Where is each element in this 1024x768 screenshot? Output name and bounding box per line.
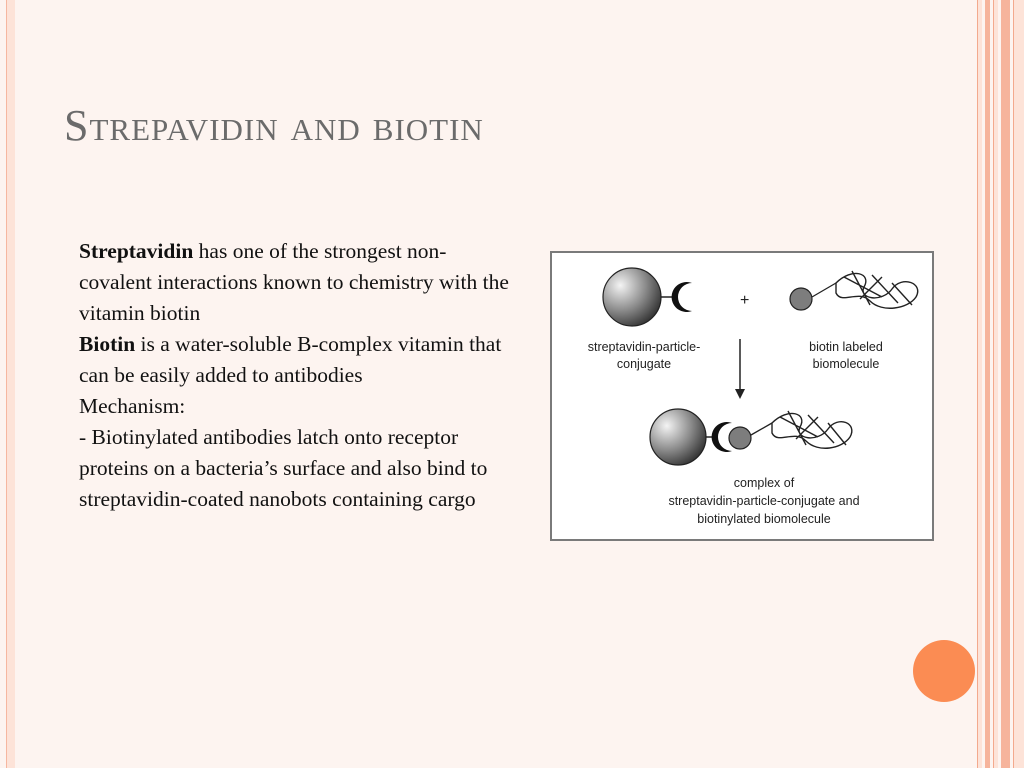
bottom-label-line-3: biotinylated biomolecule: [697, 512, 831, 526]
paragraph-streptavidin: [79, 236, 519, 329]
plus-sign: +: [740, 292, 750, 309]
paragraph-biotin: [79, 329, 519, 391]
biotin-labeled-biomolecule-icon: [790, 271, 918, 310]
right-stripe-decoration: [993, 0, 998, 768]
complex-icon: [650, 409, 852, 465]
decorative-orange-circle: [913, 640, 975, 702]
bottom-label-line-2: streptavidin-particle-conjugate and: [668, 494, 860, 508]
paragraph-mechanism-heading: Mechanism:: [79, 394, 186, 418]
term-streptavidin: Streptavidin: [79, 239, 194, 263]
left-label-line-1: streptavidin-particle-: [587, 340, 701, 354]
right-stripe-decoration: [1001, 0, 1010, 768]
streptavidin-particle-icon: [603, 268, 692, 326]
left-label-line-2: conjugate: [616, 357, 672, 371]
body-text: [79, 236, 519, 515]
down-arrow-icon: [735, 339, 745, 399]
slide-title: Strepavidin and biotin: [64, 101, 484, 150]
diagram-svg: [552, 253, 932, 539]
paragraph-mechanism: - Biotinylated antibodies latch onto receptor proteins on a bacteria’s surface and also bind to streptavidin-coated nanobots containing cargo: [79, 425, 488, 511]
right-label-line-2: biomolecule: [812, 357, 880, 371]
paragraph-text: has one of the strongest non-covalent interactions known to chemistry with the vitamin biotin: [79, 239, 509, 325]
streptavidin-biotin-diagram: [550, 251, 934, 541]
right-stripe-decoration: [985, 0, 990, 768]
right-stripe-decoration: [977, 0, 982, 768]
right-label-line-1: biotin labeled: [809, 340, 883, 354]
bottom-label-line-1: complex of: [733, 476, 795, 490]
right-stripe-decoration: [1013, 0, 1024, 768]
term-biotin: Biotin: [79, 332, 136, 356]
paragraph-text: is a water-soluble B-complex vitamin that can be easily added to antibodies: [79, 332, 502, 387]
